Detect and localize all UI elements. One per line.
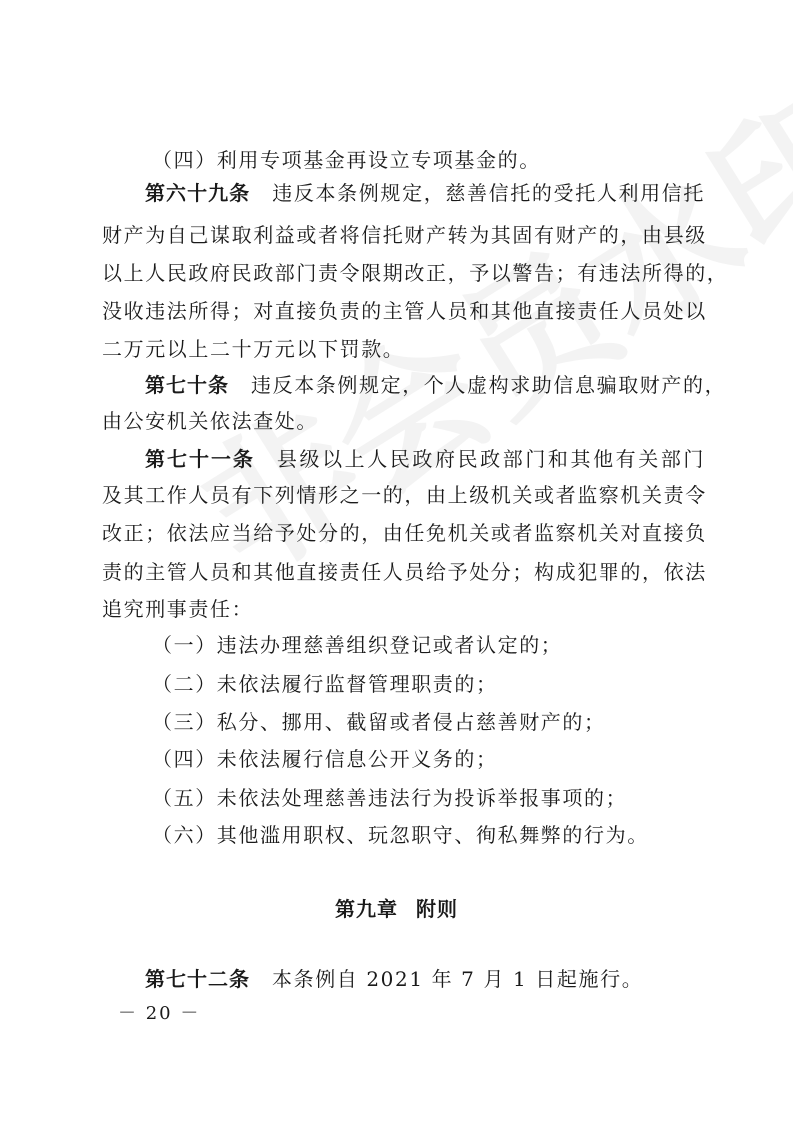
article-71-line-4: 责的主管人员和其他直接责任人员给予处分；构成犯罪的，依法 xyxy=(102,560,707,584)
article-69-line-1: 第六十九条 违反本条例规定，慈善信托的受托人利用信托 xyxy=(145,181,706,205)
list-item: （四）未依法履行信息公开义务的； xyxy=(152,747,498,771)
article-71-label: 第七十一条 xyxy=(145,447,255,471)
list-item: （一）违法办理慈善组织登记或者认定的； xyxy=(152,633,563,657)
article-70-label: 第七十条 xyxy=(145,373,229,397)
chapter-number: 第九章 xyxy=(335,897,398,921)
list-item: （三）私分、挪用、截留或者侵占慈善财产的； xyxy=(152,710,606,734)
article-72-line: 第七十二条 本条例自 2021 年 7 月 1 日起施行。 xyxy=(145,967,644,991)
article-69-line-3: 以上人民政府民政部门责令限期改正，予以警告；有违法所得的， xyxy=(102,261,729,285)
list-item: （五）未依法处理慈善违法行为投诉举报事项的； xyxy=(152,786,628,810)
article-70-line-1: 第七十条 违反本条例规定，个人虚构求助信息骗取财产的， xyxy=(145,373,727,397)
article-71-line-5: 追究刑事责任： xyxy=(102,597,254,621)
article-71-line-3: 改正；依法应当给予处分的，由任免机关或者监察机关对直接负 xyxy=(102,521,707,545)
list-item: （六）其他滥用职权、玩忽职守、徇私舞弊的行为。 xyxy=(152,823,649,847)
article-72-label: 第七十二条 xyxy=(145,967,250,991)
article-69-label: 第六十九条 xyxy=(145,181,251,205)
article-70-line-2: 由公安机关依法查处。 xyxy=(102,409,318,433)
article-69-line-5: 二万元以上二十万元以下罚款。 xyxy=(102,337,405,361)
clause-line: （四）利用专项基金再设立专项基金的。 xyxy=(152,148,541,172)
article-69-line-4: 没收违法所得；对直接负责的主管人员和其他直接责任人员处以 xyxy=(102,299,707,323)
chapter-title: 附则 xyxy=(416,897,458,921)
article-69-line-2: 财产为自己谋取利益或者将信托财产转为其固有财产的，由县级 xyxy=(102,223,707,247)
article-71-line-2: 及其工作人员有下列情形之一的，由上级机关或者监察机关责令 xyxy=(102,483,707,507)
list-item: （二）未依法履行监督管理职责的； xyxy=(152,672,498,696)
chapter-heading xyxy=(0,893,793,922)
page-number: － 20 － xyxy=(118,1003,201,1024)
article-71-line-1: 第七十一条 县级以上人民政府民政部门和其他有关部门 xyxy=(145,447,706,471)
